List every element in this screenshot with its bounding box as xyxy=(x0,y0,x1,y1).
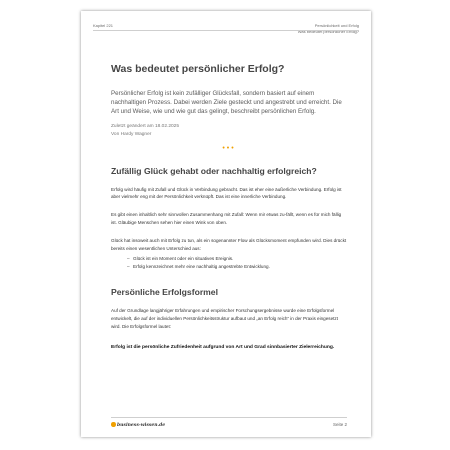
page-content xyxy=(111,63,347,351)
paragraph: Auf der Grundlage langjähriger Erfahrungen und empirischer Forschungsergebnisse wurde eine Erfolgsformel entwickelt, die auf der individuellen Persönlichkeitsstruktur aufbaut und „an Erfolg reich“ in der Praxis eingesetzt wird. Die Erfolgsformel lautet: xyxy=(111,308,338,329)
list-item: – Erfolg kennzeichnet mehr eine nachhaltig angestrebte Entwicklung. xyxy=(127,263,347,271)
header-divider xyxy=(93,30,359,31)
header-topic: Persönlichkeit und Erfolg xyxy=(314,23,359,28)
formula-statement: Erfolg ist die persönliche Zufriedenheit aufgrund von Art und Grad sinnbasierter Zielerreichung. xyxy=(111,344,335,350)
article-intro: Persönlicher Erfolg ist kein zufälliger Glücksfall, sondern basiert auf einem nachhaltigen Prozess. Dabei werden Ziele gesteckt und angestrebt und erreicht. Die Art und Weise, wie und wie gut das gelingt, beschreibt persönlichen Erfolg. xyxy=(111,90,342,116)
brand-name: business-wissen.de xyxy=(117,422,166,428)
brand-logo xyxy=(111,422,165,428)
section-heading-glueck: Zufällig Glück gehabt oder nachhaltig erfolgreich? xyxy=(111,165,317,176)
bullet-list xyxy=(111,255,347,271)
brand-dot-icon xyxy=(111,422,116,427)
section-heading-erfolgsformel: Persönliche Erfolgsformel xyxy=(111,287,218,298)
page-footer xyxy=(111,417,347,428)
header-chapter: Kapitel 221 xyxy=(93,23,114,28)
section-separator: ••• xyxy=(222,144,236,152)
article-meta xyxy=(111,123,347,139)
header-right xyxy=(298,23,359,34)
paragraph: Glück hat insoweit auch mit Erfolg zu tun, als ein sogenannter Flow als Glücksmoment empfunden wird. Dies drückt bereits einen wesentlichen Unterschied aus: xyxy=(111,237,347,251)
page-number: Seite 2 xyxy=(332,422,347,427)
author-line: Von Hardy Wagner xyxy=(111,131,152,137)
header-subtopic: Was bedeutet persönlicher Erfolg? xyxy=(297,28,359,34)
list-item: – Glück ist ein Moment oder ein situatives Ereignis. xyxy=(127,255,347,263)
article-title: Was bedeutet persönlicher Erfolg? xyxy=(111,63,285,75)
paragraph: Erfolg wird häufig mit Zufall und Glück in Verbindung gebracht. Das ist eher eine äußerliche Verbindung. Erfolg ist aber vielmehr eng mit der Persönlichkeit verknüpft. Das ist eine innerliche Verbindung. xyxy=(111,186,342,200)
paragraph: Es gibt einen inhaltlich sehr sinnvollen Zusammenhang mit Zufall: Wenn mir etwas zu-fällt, wenn es für mich fällig ist. Gläubige Menschen sehen hier einen Wink von oben. xyxy=(111,212,342,225)
document-page xyxy=(81,11,371,437)
updated-date: Zuletzt geändert am 18.02.2025 xyxy=(111,123,180,129)
page-header xyxy=(93,23,359,35)
